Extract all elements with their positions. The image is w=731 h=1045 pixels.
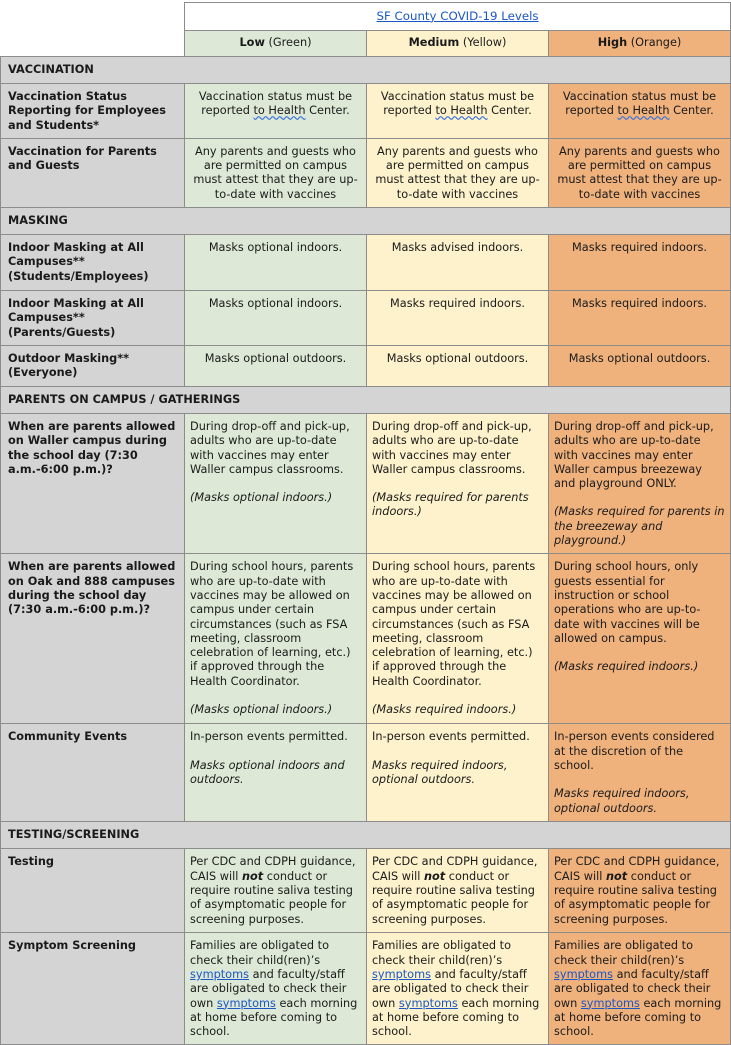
cell-low: Any parents and guests who are permitted on campus must attest that they are up-to-date with vaccines: [185, 138, 367, 207]
cell-high: Vaccination status must be reported to Health Center.: [549, 84, 731, 139]
symptoms-link[interactable]: symptoms: [216, 996, 276, 1010]
corner-blank: [1, 3, 185, 57]
table-row: [1, 554, 731, 724]
cell-medium: Vaccination status must be reported to Health Center.: [367, 84, 549, 139]
table-row: [1, 345, 731, 386]
section-heading: TESTING/SCREENING: [1, 822, 731, 849]
section-testing: [1, 822, 731, 849]
symptoms-link[interactable]: symptoms: [398, 996, 458, 1010]
cell-low: During school hours, parents who are up-to-date with vaccines may be allowed on campus under certain circumstances (such as FSA meeting, classroom celebration of learning, etc.) if approved through the Health Coordinator. (Masks optional indoors.): [185, 554, 367, 724]
row-label: Community Events: [1, 724, 185, 822]
cell-high: During school hours, only guests essential for instruction or school operations who are up-to-date with vaccines will be allowed on campus. (Masks required indoors.): [549, 554, 731, 724]
section-masking: [1, 208, 731, 235]
cell-medium: Per CDC and CDPH guidance, CAIS will not conduct or require routine saliva testing of asymptomatic people for screening purposes.: [367, 849, 549, 933]
table-row: [1, 933, 731, 1045]
symptoms-link[interactable]: symptoms: [580, 996, 640, 1010]
cell-high: Any parents and guests who are permitted on campus must attest that they are up-to-date with vaccines: [549, 138, 731, 207]
cell-high: Masks required indoors.: [549, 291, 731, 346]
level-high-header: High (Orange): [549, 31, 731, 57]
cell-high: Masks optional outdoors.: [549, 345, 731, 386]
cell-low: Vaccination status must be reported to Health Center.: [185, 84, 367, 139]
row-label: Vaccination for Parents and Guests: [1, 138, 185, 207]
cell-medium: Masks required indoors.: [367, 291, 549, 346]
section-heading: VACCINATION: [1, 57, 731, 84]
table-row: [1, 235, 731, 291]
row-label: When are parents allowed on Oak and 888 campuses during the school day (7:30 a.m.-6:00 p.m.)?: [1, 554, 185, 724]
table-row: [1, 138, 731, 207]
cell-low: In-person events permitted. Masks optional indoors and outdoors.: [185, 724, 367, 822]
row-label: Indoor Masking at All Campuses** (Students/Employees): [1, 235, 185, 291]
cell-high: In-person events considered at the discretion of the school. Masks required indoors, optional outdoors.: [549, 724, 731, 822]
table-row: [1, 84, 731, 139]
cell-high: Families are obligated to check their child(ren)’s symptoms and faculty/staff are obligated to check their own symptoms each morning at home before coming to school.: [549, 933, 731, 1045]
section-parents: [1, 386, 731, 413]
row-label: Vaccination Status Reporting for Employees and Students*: [1, 84, 185, 139]
table-row: [1, 724, 731, 822]
table-row: [1, 413, 731, 553]
cell-low: Masks optional indoors.: [185, 291, 367, 346]
level-medium-header: Medium (Yellow): [367, 31, 549, 57]
title-link[interactable]: SF County COVID-19 Levels: [376, 8, 539, 23]
table-title[interactable]: [185, 3, 731, 31]
table-row: [1, 849, 731, 933]
cell-low: Masks optional outdoors.: [185, 345, 367, 386]
symptoms-link[interactable]: symptoms: [372, 967, 431, 981]
cell-medium: Masks advised indoors.: [367, 235, 549, 291]
section-vaccination: [1, 57, 731, 84]
cell-low: Per CDC and CDPH guidance, CAIS will not conduct or require routine saliva testing of asymptomatic people for screening purposes.: [185, 849, 367, 933]
level-low-header: Low (Green): [185, 31, 367, 57]
symptoms-link[interactable]: symptoms: [554, 967, 613, 981]
cell-medium: During drop-off and pick-up, adults who are up-to-date with vaccines may enter Waller campus classrooms. (Masks required for parents indoors.): [367, 413, 549, 553]
row-label: When are parents allowed on Waller campus during the school day (7:30 a.m.-6:00 p.m.)?: [1, 413, 185, 553]
cell-high: Masks required indoors.: [549, 235, 731, 291]
cell-medium: In-person events permitted. Masks required indoors, optional outdoors.: [367, 724, 549, 822]
cell-medium: Any parents and guests who are permitted on campus must attest that they are up-to-date with vaccines: [367, 138, 549, 207]
row-label: Testing: [1, 849, 185, 933]
covid-levels-table: [0, 2, 731, 1045]
cell-medium: Families are obligated to check their child(ren)’s symptoms and faculty/staff are obligated to check their own symptoms each morning at home before coming to school.: [367, 933, 549, 1045]
cell-high: Per CDC and CDPH guidance, CAIS will not conduct or require routine saliva testing of asymptomatic people for screening purposes.: [549, 849, 731, 933]
cell-low: Families are obligated to check their child(ren)’s symptoms and faculty/staff are obligated to check their own symptoms each morning at home before coming to school.: [185, 933, 367, 1045]
cell-low: During drop-off and pick-up, adults who are up-to-date with vaccines may enter Waller campus classrooms. (Masks optional indoors.): [185, 413, 367, 553]
title-row: [1, 3, 731, 31]
row-label: Outdoor Masking** (Everyone): [1, 345, 185, 386]
cell-medium: During school hours, parents who are up-to-date with vaccines may be allowed on campus under certain circumstances (such as FSA meeting, classroom celebration of learning, etc.) if approved through the Health Coordinator. (Masks required indoors.): [367, 554, 549, 724]
section-heading: MASKING: [1, 208, 731, 235]
symptoms-link[interactable]: symptoms: [190, 967, 249, 981]
row-label: Symptom Screening: [1, 933, 185, 1045]
cell-high: During drop-off and pick-up, adults who are up-to-date with vaccines may enter Waller campus breezeway and playground ONLY. (Masks required for parents in the breezeway and playground.): [549, 413, 731, 553]
table-row: [1, 291, 731, 346]
row-label: Indoor Masking at All Campuses** (Parents/Guests): [1, 291, 185, 346]
section-heading: PARENTS ON CAMPUS / GATHERINGS: [1, 386, 731, 413]
cell-medium: Masks optional outdoors.: [367, 345, 549, 386]
cell-low: Masks optional indoors.: [185, 235, 367, 291]
